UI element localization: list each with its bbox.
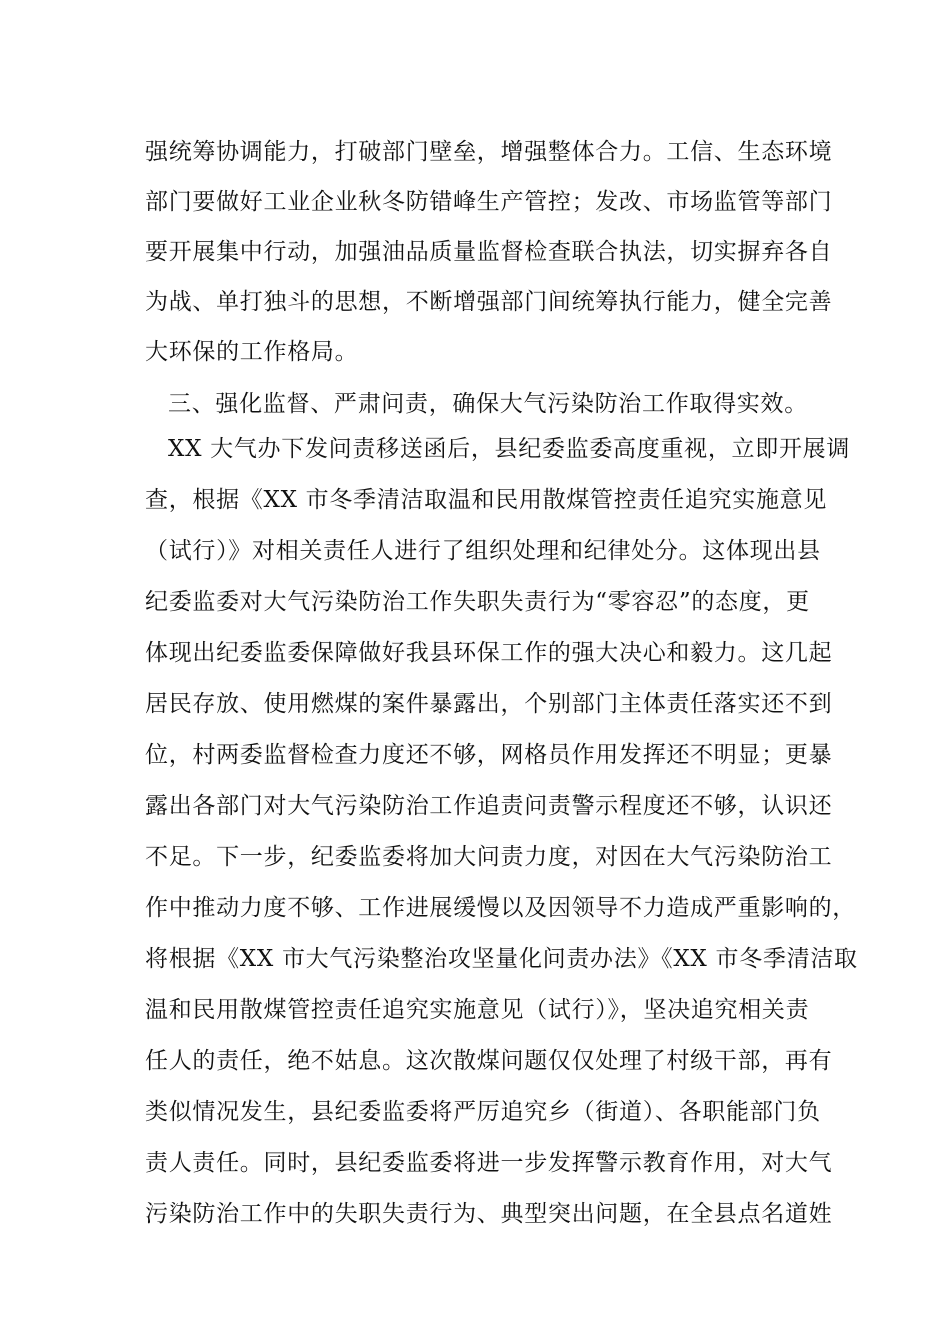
- paragraph-line: 体现出纪委监委保障做好我县环保工作的强大决心和毅力。这几起: [145, 640, 833, 666]
- paragraph-line: 温和民用散煤管控责任追究实施意见（试行）》，坚决追究相关责: [145, 997, 810, 1023]
- paragraph-line: 将根据《XX 市大气污染整治攻坚量化问责办法》《XX 市冬季清洁取: [145, 946, 858, 972]
- paragraph-line: XX 大气办下发问责移送函后，县纪委监委高度重视，立即开展调: [168, 436, 851, 462]
- paragraph-line: 不足。下一步，纪委监委将加大问责力度，对因在大气污染防治工: [145, 844, 833, 870]
- paragraph-line: 为战、单打独斗的思想，不断增强部门间统筹执行能力，健全完善: [145, 289, 833, 315]
- paragraph-line: 任人的责任，绝不姑息。这次散煤问题仅仅处理了村级干部，再有: [145, 1048, 833, 1074]
- paragraph-line: 查，根据《XX 市冬季清洁取温和民用散煤管控责任追究实施意见: [145, 487, 828, 513]
- paragraph-line: 污染防治工作中的失职失责行为、典型突出问题，在全县点名道姓: [145, 1201, 833, 1227]
- paragraph-line: 纪委监委对大气污染防治工作失职失责行为“零容忍”的态度，更: [145, 589, 810, 615]
- paragraph-line: 部门要做好工业企业秋冬防错峰生产管控；发改、市场监管等部门: [145, 189, 833, 215]
- paragraph-line: 作中推动力度不够、工作进展缓慢以及因领导不力造成严重影响的，: [145, 895, 856, 921]
- paragraph-line: 大环保的工作格局。: [145, 339, 359, 365]
- paragraph-line: （试行）》对相关责任人进行了组织处理和纪律处分。这体现出县: [145, 538, 821, 564]
- paragraph-line: 要开展集中行动，加强油品质量监督检查联合执法，切实摒弃各自: [145, 239, 833, 265]
- section-heading: 三、强化监督、严肃问责，确保大气污染防治工作取得实效。: [168, 391, 808, 417]
- paragraph-line: 位，村两委监督检查力度还不够，网格员作用发挥还不明显；更暴: [145, 742, 833, 768]
- paragraph-line: 类似情况发生，县纪委监委将严厉追究乡（街道）、各职能部门负: [145, 1099, 821, 1125]
- paragraph-line: 责人责任。同时，县纪委监委将进一步发挥警示教育作用，对大气: [145, 1150, 833, 1176]
- paragraph-line: 强统筹协调能力，打破部门壁垒，增强整体合力。工信、生态环境: [145, 139, 833, 165]
- paragraph-line: 居民存放、使用燃煤的案件暴露出，个别部门主体责任落实还不到: [145, 691, 833, 717]
- paragraph-line: 露出各部门对大气污染防治工作追责问责警示程度还不够，认识还: [145, 793, 833, 819]
